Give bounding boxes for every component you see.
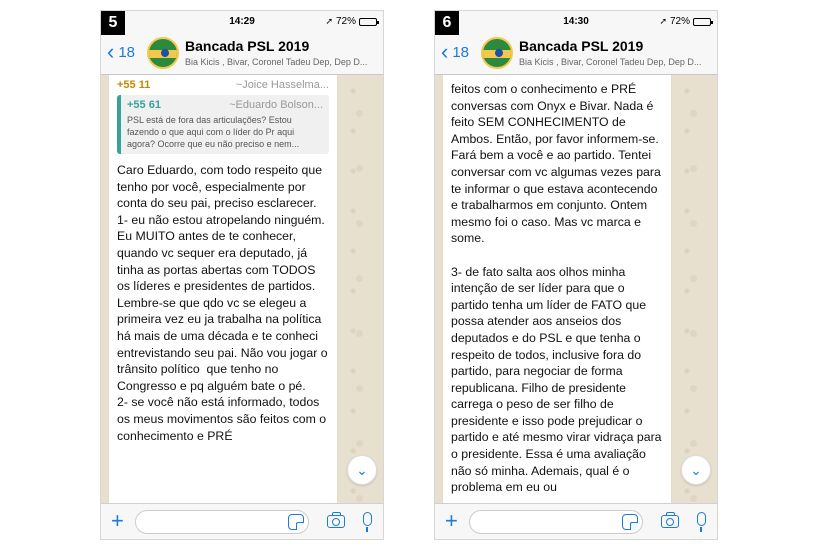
- back-chevron-icon: ‹: [441, 39, 449, 64]
- camera-icon[interactable]: [661, 515, 679, 528]
- group-avatar[interactable]: [481, 37, 513, 69]
- panel-number-badge: 5: [101, 11, 125, 35]
- quoted-message[interactable]: [117, 95, 329, 154]
- message-input[interactable]: [135, 510, 309, 534]
- sender-name: ~Joice Hasselma...: [235, 79, 329, 91]
- location-arrow-icon: ➚: [659, 16, 667, 26]
- status-right: [325, 16, 377, 27]
- group-avatar[interactable]: [147, 37, 179, 69]
- status-bar: [435, 11, 717, 31]
- quote-number: +55 61: [127, 99, 161, 111]
- phone-screen-6: [434, 10, 718, 540]
- group-title[interactable]: Bancada PSL 2019: [185, 38, 310, 54]
- plus-icon[interactable]: +: [111, 508, 124, 533]
- battery-percent: 72%: [669, 16, 690, 27]
- message-text: Caro Eduardo, com todo respeito que tenho por você, especialmente por conta do seu pai, preciso esclarecer. 1- eu não estou atropelando ninguém. Eu MUITO antes de te conhecer, quando vc sequer era deputado, já tinha as portas abertas com TODOS os líderes e presidentes de partidos. Lembre-se que qdo vc se elegeu a primeira vez eu ja trabalha na política há mais de uma década e te conheci entrevistando seu pai. Não vou jogar o trânsito político que tenho no Congresso e pq alguém bate o pé. 2- se você não está informado, todos os meus movimentos são feitos com o conhecimento e PRÉ: [117, 163, 328, 443]
- quote-text: PSL está de fora das articulações? Estou fazendo o que aqui com o líder do Pr aqui agora? Ocorre que eu não preciso e nem...: [127, 115, 300, 149]
- battery-percent: 72%: [335, 16, 356, 27]
- chat-area[interactable]: [101, 75, 383, 503]
- group-members[interactable]: Bia Kicis , Bivar, Coronel Tadeu Dep, Dep D...: [185, 57, 368, 67]
- scroll-down-button[interactable]: [681, 455, 711, 485]
- group-members[interactable]: Bia Kicis , Bivar, Coronel Tadeu Dep, Dep D...: [519, 57, 702, 67]
- input-bar: [435, 503, 717, 539]
- location-arrow-icon: ➚: [325, 16, 333, 26]
- group-title[interactable]: Bancada PSL 2019: [519, 38, 644, 54]
- sender-number: +55 11: [117, 79, 151, 91]
- panel-number-badge: 6: [435, 11, 459, 35]
- message-bubble[interactable]: [443, 75, 671, 503]
- message-input[interactable]: [469, 510, 643, 534]
- chat-header: [435, 31, 717, 75]
- unread-count: 18: [118, 43, 136, 61]
- chat-area[interactable]: [435, 75, 717, 503]
- chevron-down-icon: ⌄: [690, 461, 702, 478]
- sticker-icon[interactable]: [622, 514, 638, 530]
- message-text: feitos com o conhecimento e PRÉ conversas com Onyx e Bivar. Nada é feito SEM CONHECIMENTO de Ambos. Então, por favor informem-se. Fará bem a você e ao partido. Tentei conversar com vc algumas vezes para te informar o que estava acontecendo e trabalharmos em conjunto. Ontem mesmo foi o caso. Mas vc marca e some. 3- de fato salta aos olhos minha intenção de ser líder para que o partido tenha um líder de FATO que possa atender aos anseios dos deputados e do PSL e que tenha o respeito de todos, inclusive fora do partido, para negociar de forma republicana. Filho de presidente carrega o peso de ser filho de presidente e isso pode prejudicar o partido e até mesmo virar vidraça para o presidente. Essa é uma avaliação não só minha. Ademais, qual é o problema em eu ou: [451, 82, 662, 495]
- chevron-down-icon: ⌄: [356, 461, 368, 478]
- message-bubble[interactable]: [109, 75, 337, 503]
- status-right: [659, 16, 711, 27]
- back-button[interactable]: [107, 39, 136, 64]
- input-bar: [101, 503, 383, 539]
- quote-header: [127, 99, 323, 111]
- battery-icon: [359, 18, 377, 26]
- battery-icon: [693, 18, 711, 26]
- microphone-icon[interactable]: [363, 512, 372, 526]
- back-chevron-icon: ‹: [107, 39, 115, 64]
- unread-count: 18: [452, 43, 470, 61]
- status-time: 14:30: [563, 16, 589, 27]
- sticker-icon[interactable]: [288, 514, 304, 530]
- chat-header: [101, 31, 383, 75]
- back-button[interactable]: [441, 39, 470, 64]
- microphone-icon[interactable]: [697, 512, 706, 526]
- phone-screen-5: [100, 10, 384, 540]
- status-time: 14:29: [229, 16, 255, 27]
- quote-name: ~Eduardo Bolson...: [229, 99, 323, 111]
- scroll-down-button[interactable]: [347, 455, 377, 485]
- status-bar: [101, 11, 383, 31]
- sender-row: [117, 79, 329, 91]
- camera-icon[interactable]: [327, 515, 345, 528]
- plus-icon[interactable]: +: [445, 508, 458, 533]
